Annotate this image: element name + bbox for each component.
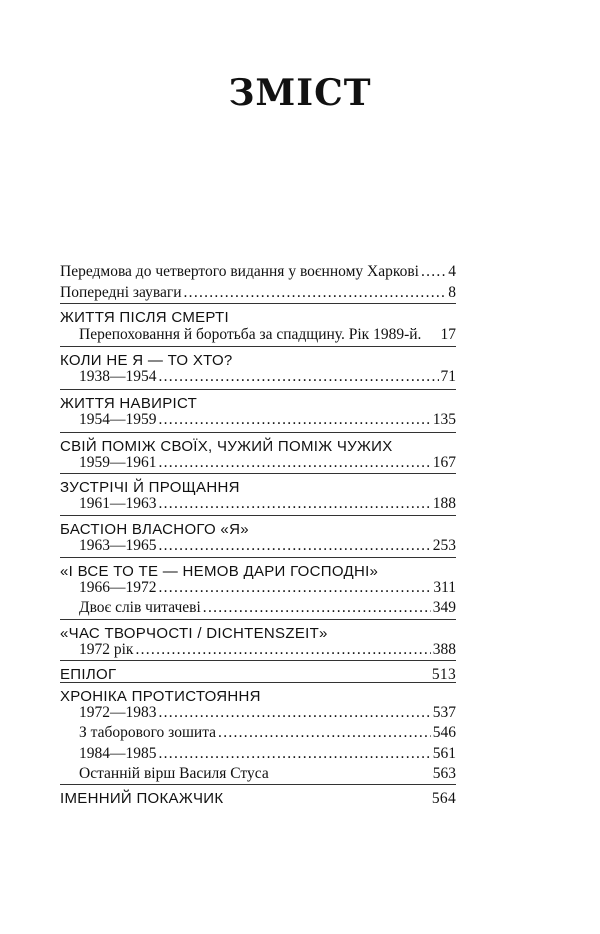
toc-entry-text: 1963—1965: [79, 537, 157, 554]
toc-page-number: 563: [432, 765, 456, 782]
toc-page-number: 349: [432, 599, 456, 616]
leader-dots: [421, 262, 446, 282]
toc-page-number: 561: [432, 745, 456, 762]
toc-entry[interactable]: [79, 703, 456, 723]
toc-page-number: 17: [440, 326, 456, 343]
toc-entry-text: 1972—1983: [79, 704, 157, 721]
toc-entry[interactable]: [79, 494, 456, 514]
toc-entry-preface[interactable]: [60, 262, 456, 282]
leader-dots: [159, 703, 431, 723]
leader-dots: [159, 744, 431, 764]
toc-entry[interactable]: [79, 578, 456, 598]
leader-dots: [159, 536, 431, 556]
toc-page-number: 311: [433, 579, 456, 596]
toc-entry-text: 1961—1963: [79, 495, 157, 512]
toc-section-heading[interactable]: «І ВСЕ ТО ТЕ — НЕМОВ ДАРИ ГОСПОДНІ»: [60, 557, 456, 582]
toc-section-heading[interactable]: ЖИТТЯ НАВИРІСТ: [60, 389, 456, 414]
toc-entry[interactable]: [79, 723, 456, 743]
leader-dots: [184, 283, 447, 303]
toc-section-heading[interactable]: СВІЙ ПОМІЖ СВОЇХ, ЧУЖИЙ ПОМІЖ ЧУЖИХ: [60, 432, 456, 457]
toc-page-number: 135: [432, 411, 456, 428]
toc-entry-text: З таборового зошита: [79, 724, 217, 741]
toc-entry[interactable]: [79, 410, 456, 430]
toc-entry-text: 1959—1961: [79, 454, 157, 471]
toc-page-number: 513: [431, 666, 456, 683]
toc-page-number: 188: [432, 495, 456, 512]
toc-section-index[interactable]: [60, 784, 456, 809]
leader-dots: [159, 453, 431, 473]
toc-page-number: 167: [432, 454, 456, 471]
toc-entry-text: 1954—1959: [79, 411, 157, 428]
leader-dots: [135, 640, 430, 660]
toc-section-heading[interactable]: «ЧАС ТВОРЧОСТІ / DICHTENSZEIT»: [60, 619, 456, 644]
toc-entry-text: 1966—1972: [79, 579, 157, 596]
toc-entry-text: Попередні зауваги: [60, 284, 182, 301]
toc-entry[interactable]: [79, 367, 456, 387]
toc-entry-text: 1984—1985: [79, 745, 157, 762]
toc-entry[interactable]: [79, 744, 456, 764]
toc-section-heading[interactable]: ЗУСТРІЧІ Й ПРОЩАННЯ: [60, 473, 456, 498]
toc-page-number: 546: [432, 724, 456, 741]
toc-section-heading[interactable]: ХРОНІКА ПРОТИСТОЯННЯ: [60, 682, 456, 707]
toc-page-number: 537: [432, 704, 456, 721]
toc-page-number: 8: [448, 284, 456, 301]
toc-page-number: 388: [432, 641, 456, 658]
leader-dots: [159, 494, 431, 514]
toc-entry-text: Двоє слів читачеві: [79, 599, 201, 616]
toc-entry-text: Передмова до четвертого видання у воєнному Харкові: [60, 263, 419, 280]
toc-section-heading[interactable]: КОЛИ НЕ Я — ТО ХТО?: [60, 346, 456, 371]
toc-page-number: 253: [432, 537, 456, 554]
leader-dots: [203, 598, 431, 618]
leader-dots: [159, 367, 439, 387]
toc-page-number: 4: [448, 263, 456, 280]
leader-dots: [159, 410, 431, 430]
toc-section-heading[interactable]: БАСТІОН ВЛАСНОГО «Я»: [60, 515, 456, 540]
toc-section-title: ІМЕННИЙ ПОКАЖЧИК: [60, 790, 224, 807]
toc-entry[interactable]: [79, 325, 456, 345]
toc-page-number: 564: [431, 790, 456, 807]
toc-entry-text: Перепоховання й боротьба за спадщину. Рік 1989-й.: [79, 326, 422, 343]
page-title: ЗМІСТ: [228, 72, 372, 114]
toc-section-heading[interactable]: ЖИТТЯ ПІСЛЯ СМЕРТІ: [60, 303, 456, 328]
toc-entry[interactable]: [79, 536, 456, 556]
leader-dots: [218, 723, 431, 743]
leader-dots: [159, 578, 432, 598]
toc-entry[interactable]: [79, 764, 456, 784]
toc-entry[interactable]: [79, 640, 456, 660]
toc-entry-text: Останній вірш Василя Стуса: [79, 765, 269, 782]
toc-entry-notes[interactable]: [60, 283, 456, 303]
toc-section-title: ЕПІЛОГ: [60, 666, 117, 683]
toc-page-number: 71: [440, 368, 456, 385]
toc-entry[interactable]: [79, 598, 456, 618]
toc-entry-text: 1938—1954: [79, 368, 157, 385]
toc-entry[interactable]: [79, 453, 456, 473]
toc-entry-text: 1972 рік: [79, 641, 134, 658]
